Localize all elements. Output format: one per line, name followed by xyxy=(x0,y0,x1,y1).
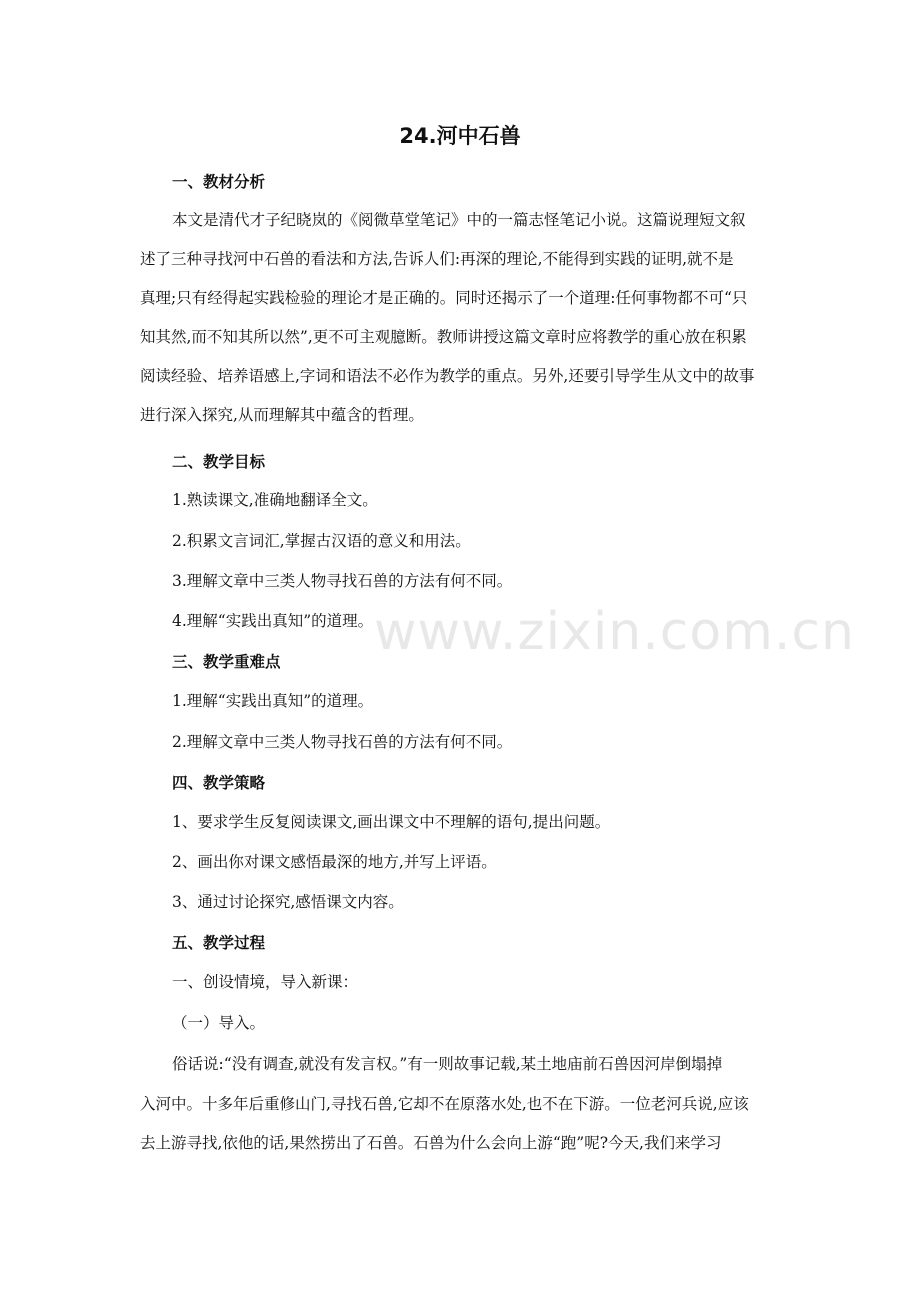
paragraph-line: 入河中。十多年后重修山门,寻找石兽,它却不在原落水处,也不在下游。一位老河兵说,应该 xyxy=(140,1095,749,1113)
subheading: （一）导入。 xyxy=(172,1014,266,1032)
paragraph-line: 真理;只有经得起实践检验的理论才是正确的。同时还揭示了一个道理:任何事物都不可“只 xyxy=(140,289,748,307)
paragraph-line: 知其然,而不知其所以然”,更不可主观臆断。教师讲授这篇文章时应将教学的重心放在积累 xyxy=(140,328,747,346)
list-item: 1.熟读课文,准确地翻译全文。 xyxy=(172,491,378,509)
section-heading-process: 五、教学过程 xyxy=(172,934,266,952)
section-heading-strategy: 四、教学策略 xyxy=(172,774,266,792)
paragraph-line: 述了三种寻找河中石兽的看法和方法,告诉人们:再深的理论,不能得到实践的证明,就不是 xyxy=(140,250,734,268)
paragraph-line: 阅读经验、培养语感上,字词和语法不必作为教学的重点。另外,还要引导学生从文中的故事 xyxy=(140,367,755,385)
list-item: 3、通过讨论探究,感悟课文内容。 xyxy=(172,893,404,911)
paragraph-line: 俗话说:“没有调查,就没有发言权。”有一则故事记载,某土地庙前石兽因河岸倒塌掉 xyxy=(172,1055,723,1073)
list-item: 4.理解“实践出真知”的道理。 xyxy=(172,612,374,630)
section-heading-goals: 二、教学目标 xyxy=(172,453,266,471)
paragraph-line: 进行深入探究,从而理解其中蕴含的哲理。 xyxy=(140,406,424,424)
list-item: 1、要求学生反复阅读课文,画出课文中不理解的语句,提出问题。 xyxy=(172,813,611,831)
section-heading-analysis: 一、教材分析 xyxy=(172,173,266,191)
list-item: 2、画出你对课文感悟最深的地方,并写上评语。 xyxy=(172,853,497,871)
section-heading-key-points: 三、教学重难点 xyxy=(172,653,281,671)
subheading: 一、创设情境，导入新课： xyxy=(172,973,359,991)
paragraph-line: 去上游寻找,依他的话,果然捞出了石兽。石兽为什么会向上游“跑”呢?今天,我们来学习 xyxy=(140,1134,722,1152)
document-title: 24.河中石兽 xyxy=(399,124,521,148)
paragraph-line: 本文是清代才子纪晓岚的《阅微草堂笔记》中的一篇志怪笔记小说。这篇说理短文叙 xyxy=(172,211,746,229)
list-item: 3.理解文章中三类人物寻找石兽的方法有何不同。 xyxy=(172,572,513,590)
list-item: 1.理解“实践出真知”的道理。 xyxy=(172,692,374,710)
list-item: 2.理解文章中三类人物寻找石兽的方法有何不同。 xyxy=(172,733,513,751)
list-item: 2.积累文言词汇,掌握古汉语的意义和用法。 xyxy=(172,532,471,550)
watermark: www.zixin.com.cn xyxy=(374,602,855,662)
